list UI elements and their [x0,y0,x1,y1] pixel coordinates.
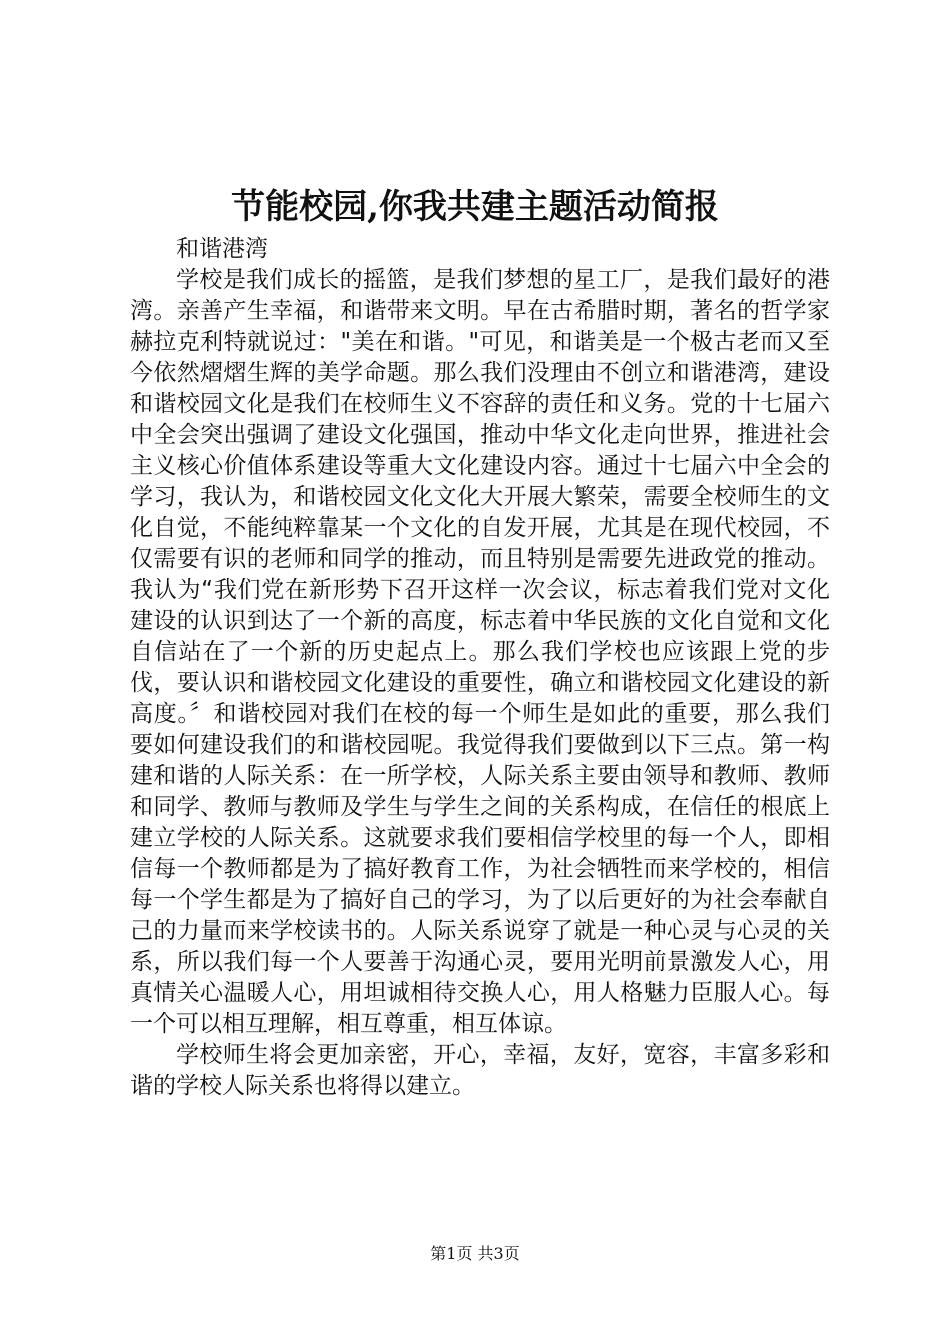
section-subtitle: 和谐港湾 [176,236,268,262]
body-paragraph: 学校是我们成长的摇篮，是我们梦想的星工厂，是我们最好的港湾。亲善产生幸福，和谐带来文明。早在古希腊时期，著名的哲学家赫拉克利特就说过："美在和谐。"可见，和谐美是一个极古老而又至今依然熠熠生辉的美学命题。那么我们没理由不创立和谐港湾，建设和谐校园文化是我们在校师生义不容辞的责任和义务。党的十七届六中全会突出强调了建设文化强国，推动中华文化走向世界，推进社会主义核心价值体系建设等重大文化建设内容。通过十七届六中全会的学习，我认为，和谐校园文化文化大开展大繁荣，需要全校师生的文化自觉，不能纯粹靠某一个文化的自发开展，尤其是在现代校园，不仅需要有识的老师和同学的推动，而且特别是需要先进政党的推动。我认为“我们党在新形势下召开这样一次会议，标志着我们党对文化建设的认识到达了一个新的高度，标志着中华民族的文化自觉和文化自信站在了一个新的历史起点上。那么我们学校也应该跟上党的步伐，要认识和谐校园文化建设的重要性，确立和谐校园文化建设的新高度。〞和谐校园对我们在校的每一个师生是如此的重要，那么我们要如何建设我们的和谐校园呢。我觉得我们要做到以下三点。第一构建和谐的人际关系：在一所学校，人际关系主要由领导和教师、教师和同学、教师与教师及学生与学生之间的关系构成，在信任的根底上建立学校的人际关系。这就要求我们要相信学校里的每一个人，即相信每一个教师都是为了搞好教育工作，为社会牺牲而来学校的，相信每一个学生都是为了搞好自己的学习，为了以后更好的为社会奉献自己的力量而来学校读书的。人际关系说穿了就是一种心灵与心灵的关系，所以我们每一个人要善于沟通心灵，要用光明前景激发人心，用真情关心温暖人心，用坦诚相待交换人心，用人格魅力臣服人心。每一个可以相互理解，相互尊重，相互体谅。 [130,267,830,1037]
body-paragraph: 学校师生将会更加亲密，开心，幸福，友好，宽容，丰富多彩和谐的学校人际关系也将得以建立。 [130,1042,830,1099]
page-number-footer: 第1页 共3页 [430,1244,520,1263]
document-title: 节能校园,你我共建主题活动简报 [231,187,719,227]
document-body [130,234,830,1102]
